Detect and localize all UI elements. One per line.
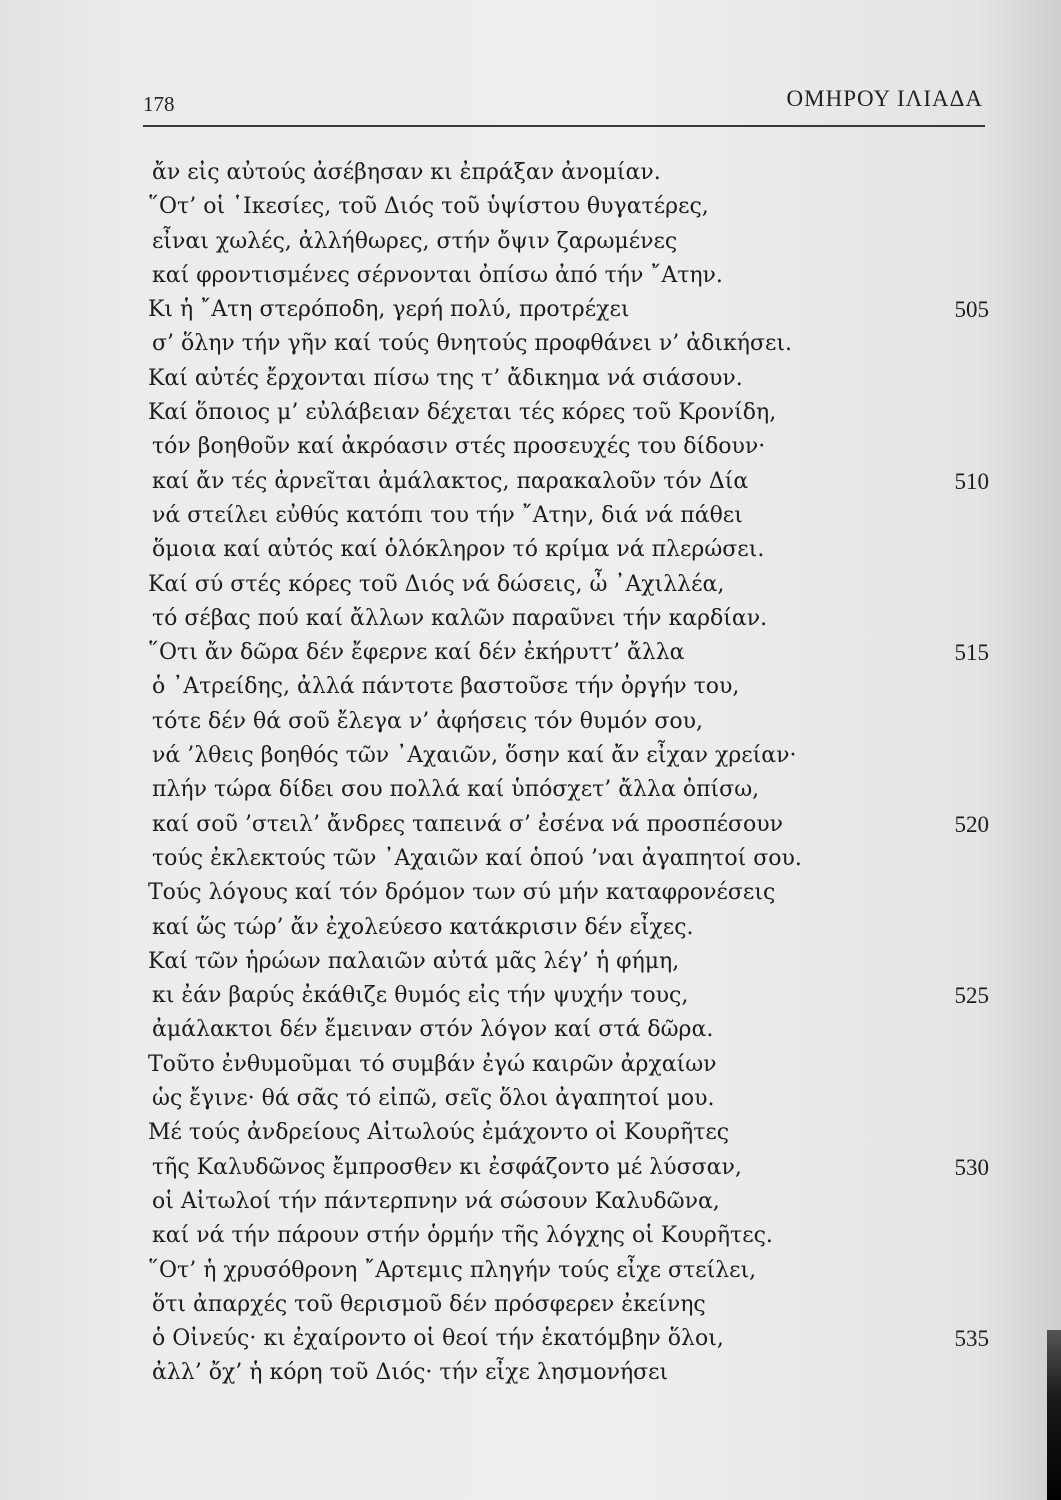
verse-line — [0, 568, 1061, 602]
verse-text: ὅμοια καί αὐτός καί ὁλόκληρον τό κρίμα νά πλερώσει. — [152, 537, 765, 563]
verse-line — [0, 259, 1061, 293]
verse-line — [0, 945, 1061, 979]
line-number: 530 — [954, 1154, 989, 1180]
line-number: 520 — [954, 811, 989, 837]
verse-line — [0, 327, 1061, 361]
verse-text: καί ὥς τώρ’ ἄν ἐχολεύεσο κατάκρισιν δέν εἶχες. — [152, 914, 694, 940]
verse-line — [0, 465, 1061, 499]
header-rule — [143, 125, 985, 127]
verse-text: τῆς Καλυδῶνος ἔμπροσθεν κι ἐσφάζοντο μέ λύσσαν, — [152, 1154, 742, 1180]
verse-line — [0, 842, 1061, 876]
verse-line — [0, 1185, 1061, 1219]
verse-line — [0, 362, 1061, 396]
verse-text: ἀμάλακτοι δέν ἔμειναν στόν λόγον καί στά δῶρα. — [152, 1017, 714, 1043]
verse-line — [0, 1082, 1061, 1116]
verse-line — [0, 739, 1061, 773]
verse-text: νά στείλει εὐθύς κατόπι του τήν ῎Ατην, διά νά πάθει — [152, 502, 743, 528]
verse-line — [0, 1288, 1061, 1322]
verse-text: τότε δέν θά σοῦ ἔλεγα ν’ ἀφήσεις τόν θυμόν σου, — [152, 708, 703, 734]
line-number: 515 — [954, 640, 989, 666]
verse-block — [0, 156, 1061, 1391]
verse-line — [0, 1013, 1061, 1047]
verse-line — [0, 156, 1061, 190]
verse-text: καί νά τήν πάρουν στήν ὁρμήν τῆς λόγχης οἱ Κουρῆτες. — [152, 1223, 773, 1249]
page-number: 178 — [143, 92, 175, 116]
verse-text: τόν βοηθοῦν καί ἀκρόασιν στές προσευχές του δίδουν· — [152, 434, 766, 460]
verse-line — [0, 533, 1061, 567]
verse-line — [0, 1151, 1061, 1185]
page-edge-shadow — [1047, 1330, 1061, 1500]
verse-line — [0, 979, 1061, 1013]
verse-line — [0, 636, 1061, 670]
verse-line — [0, 1116, 1061, 1150]
verse-text: Καί τῶν ἡρώων παλαιῶν αὐτά μᾶς λέγ’ ἡ φήμη, — [148, 948, 680, 974]
verse-line — [0, 773, 1061, 807]
verse-text: Τοῦτο ἐνθυμοῦμαι τό συμβάν ἐγώ καιρῶν ἀρχαίων — [148, 1051, 717, 1077]
verse-text: Καί αὐτές ἔρχονται πίσω της τ’ ἄδικημα νά σιάσουν. — [148, 365, 743, 391]
line-number: 535 — [954, 1326, 989, 1352]
verse-line — [0, 808, 1061, 842]
verse-line — [0, 1322, 1061, 1356]
verse-line — [0, 602, 1061, 636]
verse-text: οἱ Αἰτωλοί τήν πάντερπνην νά σώσουν Καλυδῶνα, — [152, 1188, 720, 1214]
verse-text: ὁ ᾿Ατρείδης, ἀλλά πάντοτε βαστοῦσε τήν ὀργήν του, — [152, 674, 740, 700]
verse-text: Καί σύ στές κόρες τοῦ Διός νά δώσεις, ὦ ᾿Αχιλλέα, — [148, 571, 725, 597]
verse-line — [0, 1219, 1061, 1253]
verse-line — [0, 705, 1061, 739]
verse-text: Τούς λόγους καί τόν δρόμον των σύ μήν καταφρονέσεις — [148, 880, 776, 906]
verse-text: ὡς ἔγινε· θά σᾶς τό εἰπῶ, σεῖς ὅλοι ἀγαπητοί μου. — [152, 1086, 715, 1112]
verse-text: σ’ ὅλην τήν γῆν καί τούς θνητούς προφθάνει ν’ ἀδικήσει. — [152, 331, 792, 357]
verse-text: ἀλλ’ ὄχ’ ἡ κόρη τοῦ Διός· τήν εἶχε λησμονήσει — [152, 1360, 669, 1386]
verse-line — [0, 396, 1061, 430]
verse-line — [0, 225, 1061, 259]
verse-text: Μέ τούς ἀνδρείους Αἰτωλούς ἐμάχοντο οἱ Κουρῆτες — [148, 1120, 730, 1146]
verse-line — [0, 911, 1061, 945]
line-number: 510 — [954, 468, 989, 494]
verse-text: νά ’λθεις βοηθός τῶν ᾿Αχαιῶν, ὅσην καί ἄν εἶχαν χρείαν· — [152, 743, 797, 769]
verse-text: τό σέβας πού καί ἄλλων καλῶν παραῦνει τήν καρδίαν. — [152, 605, 768, 631]
verse-line — [0, 190, 1061, 224]
verse-text: Κι ἡ ῎Ατη στερόποδη, γερή πολύ, προτρέχει — [148, 297, 630, 323]
verse-text: ὁ Οἰνεύς· κι ἐχαίροντο οἱ θεοί τήν ἑκατόμβην ὅλοι, — [152, 1326, 724, 1352]
verse-line — [0, 430, 1061, 464]
verse-text: ἄν εἰς αὐτούς ἀσέβησαν κι ἐπράξαν ἀνομίαν. — [152, 160, 661, 185]
verse-text: εἶναι χωλές, ἀλλήθωρες, στήν ὄψιν ζαρωμένες — [152, 228, 678, 254]
verse-text: Καί ὅποιος μ’ εὐλάβειαν δέχεται τές κόρες τοῦ Κρονίδη, — [148, 400, 777, 426]
line-number: 505 — [954, 297, 989, 323]
verse-text: κι ἐάν βαρύς ἐκάθιζε θυμός εἰς τήν ψυχήν τους, — [152, 983, 689, 1009]
verse-text: ῞Οτι ἄν δῶρα δέν ἔφερνε καί δέν ἐκήρυττ’ ἄλλα — [148, 640, 685, 666]
verse-line — [0, 876, 1061, 910]
verse-text: ὅτι ἀπαρχές τοῦ θερισμοῦ δέν πρόσφερεν ἐκείνης — [152, 1291, 706, 1317]
running-title: ΟΜΗΡΟΥ ΙΛΙΑΔΑ — [786, 86, 983, 111]
verse-text: ῞Οτ’ ἡ χρυσόθρονη ῎Αρτεμις πληγήν τούς εἶχε στείλει, — [148, 1257, 757, 1283]
verse-text: καί σοῦ ’στειλ’ ἄνδρες ταπεινά σ’ ἐσένα νά προσπέσουν — [152, 811, 784, 837]
verse-text: τούς ἐκλεκτούς τῶν ᾿Αχαιῶν καί ὁπού ’ναι ἀγαπητοί σου. — [152, 845, 802, 871]
verse-line — [0, 1048, 1061, 1082]
verse-line — [0, 293, 1061, 327]
verse-text: καί ἄν τές ἀρνεῖται ἀμάλακτος, παρακαλοῦν τόν Δία — [152, 468, 749, 494]
verse-text: καί φροντισμένες σέρνονται ὀπίσω ἀπό τήν ῎Ατην. — [152, 262, 723, 288]
verse-line — [0, 1356, 1061, 1390]
verse-text: ῞Οτ’ οἱ ῾Ικεσίες, τοῦ Διός τοῦ ὑψίστου θυγατέρες, — [148, 194, 709, 220]
verse-text: πλήν τώρα δίδει σου πολλά καί ὑπόσχετ’ ἄλλα ὀπίσω, — [152, 777, 760, 803]
verse-line — [0, 499, 1061, 533]
verse-line — [0, 670, 1061, 704]
verse-line — [0, 1254, 1061, 1288]
line-number: 525 — [954, 983, 989, 1009]
